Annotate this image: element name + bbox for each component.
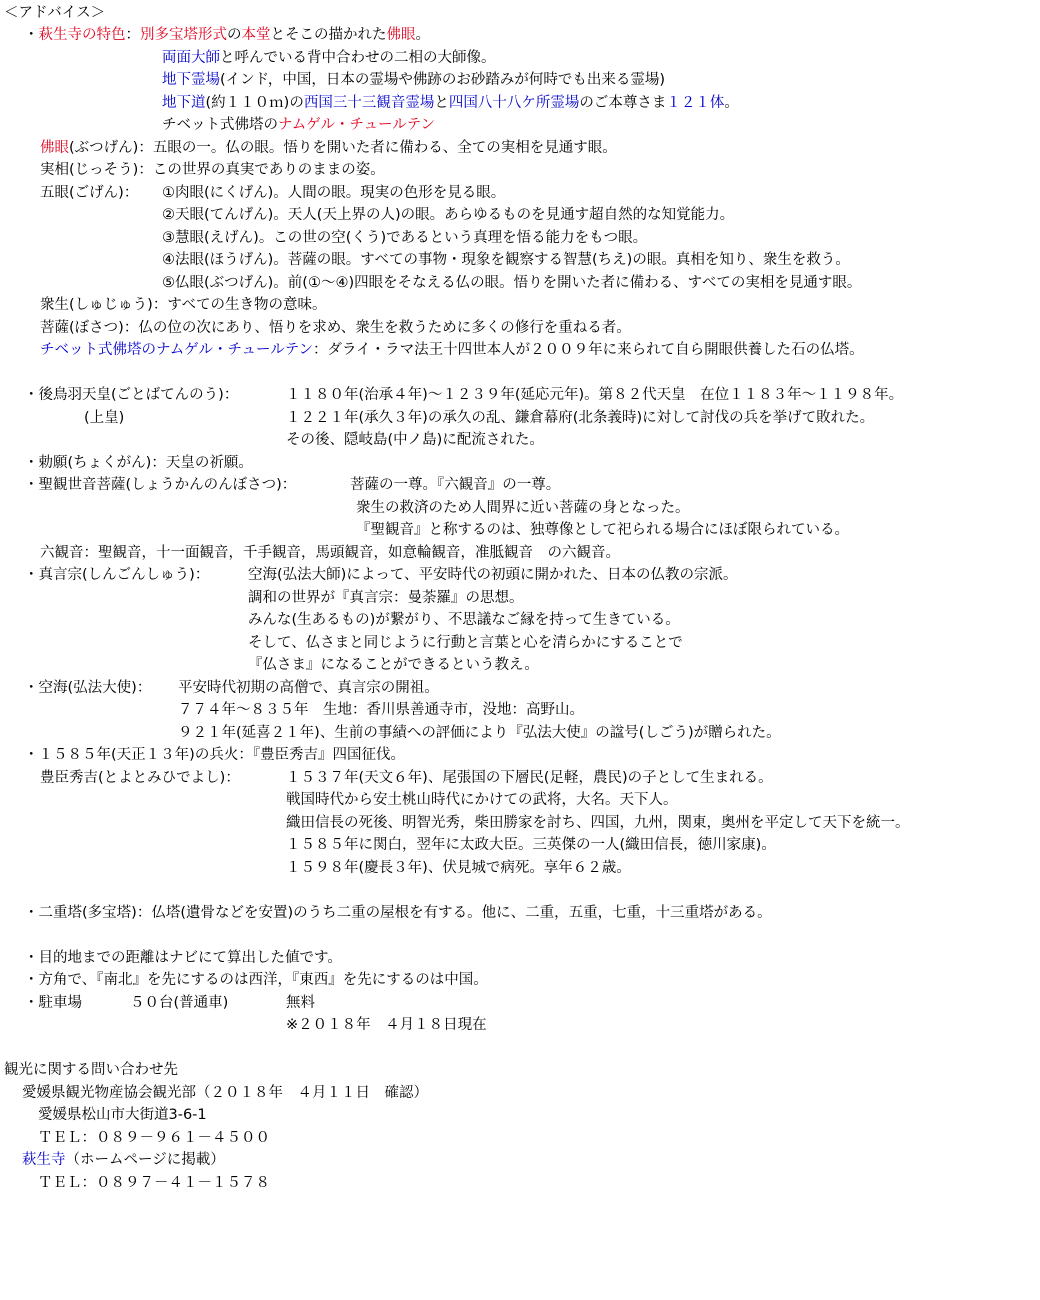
advice-heading: ＜アドバイス＞ <box>4 5 106 21</box>
direction-note: ・方角で、『南北』を先にするのは西洋，『東西』を先にするのは中国。 <box>24 972 488 988</box>
feature-line-4 <box>162 92 739 114</box>
shokanon-label: ・聖観世音菩薩(しょうかんのんぼさつ)： <box>24 477 297 493</box>
chokugan-definition: ・勅願(ちょくがん)：天皇の祈願。 <box>24 455 253 471</box>
hideyoshi-line: 織田信長の死後、明智光秀，柴田勝家を討ち、四国，九州，関東，奥州を平定して天下を統一。 <box>286 815 910 831</box>
hideyoshi-line: １５８５年に関白，翌年に太政大臣。三英傑の一人(織田信長，徳川家康)。 <box>286 837 776 853</box>
gotoba-sub: (上皇) <box>84 410 125 426</box>
feature-line-1 <box>24 24 430 46</box>
shingon-line: そして、仏さまと同じように行動と言葉と心を清らかにすることで <box>248 635 683 651</box>
temple-contact <box>22 1149 225 1171</box>
feature-term: 本堂 <box>241 27 271 43</box>
nijuto-line: ・二重塔(多宝塔)：仏塔(遺骨などを安置)のうち二重の屋根を有する。他に、二重，五重，七重，十三重塔がある。 <box>24 905 772 921</box>
gogen-item: ③慧眼(えげん)。この世の空(くう)であるという真理を悟る能力をもつ眼。 <box>162 230 648 246</box>
definition: ：ダライ・ラマ法王十四世本人が２００９年に来られて自ら開眼供養した石の仏塔。 <box>313 342 864 358</box>
gogen-item: ④法眼(ほうげん)。菩薩の眼。すべての事物・現象を観察する智慧(ちえ)の眼。真相を知り、衆生を救う。 <box>162 252 850 268</box>
parking-asof: ※２０１８年 ４月１８日現在 <box>286 1017 487 1033</box>
feature-term: １２１体 <box>666 95 725 111</box>
feature-term: 地下道 <box>162 95 206 111</box>
feature-term: 別多宝塔形式 <box>140 27 227 43</box>
jisso-definition: 実相(じっそう)：この世界の真実でありのままの姿。 <box>40 162 385 178</box>
gotoba-line: その後、隠岐島(中ノ島)に配流された。 <box>286 432 544 448</box>
kukai-line: 平安時代初期の高僧で、真言宗の開祖。 <box>178 680 439 696</box>
feature-text: と <box>434 95 449 111</box>
tibet-stupa-definition <box>40 339 864 361</box>
gotoba-line: １２２１年(承久３年)の承久の乱、鎌倉幕府(北条義時)に対して討伐の兵を挙げて敗れた。 <box>286 410 875 426</box>
feature-term: 両面大師 <box>162 50 220 66</box>
feature-text: 。 <box>724 95 739 111</box>
butsugen-definition <box>40 137 617 159</box>
feature-text: とそこの描かれた <box>270 27 387 43</box>
gogen-item: ②天眼(てんげん)。天人(天上界の人)の眼。あらゆるものを見通す超自然的な知覚能力。 <box>162 207 735 223</box>
shingon-line: 空海(弘法大師)によって、平安時代の初頭に開かれた、日本の仏教の宗派。 <box>248 567 738 583</box>
bosatsu-definition: 菩薩(ぼさつ)：仏の位の次にあり、悟りを求め、衆生を救うために多くの修行を重ねる者。 <box>40 320 631 336</box>
gotoba-label: ・後鳥羽天皇(ごとばてんのう)： <box>24 387 239 403</box>
hideyoshi-line: 戦国時代から安土桃山時代にかけての武将，大名。天下人。 <box>286 792 678 808</box>
shingon-line: 『仏さま』になることができるという教え。 <box>248 657 539 673</box>
feature-term: 四国八十八ケ所霊場 <box>448 95 580 111</box>
contact-org: 愛媛県観光物産協会観光部（２０１８年 ４月１１日 確認） <box>22 1085 428 1101</box>
shokanon-line: 『聖観音』と称するのは、独尊像として祀られる場合にほぼ限られている。 <box>356 522 849 538</box>
heika-line: ・１５８５年(天正１３年)の兵火：『豊臣秀吉』四国征伐。 <box>24 747 406 763</box>
feature-text: 。 <box>415 27 430 43</box>
hideyoshi-line: １５３７年(天文６年)、尾張国の下層民(足軽，農民)の子として生まれる。 <box>286 770 773 786</box>
shingon-line: 調和の世界が『真言宗：曼荼羅』の思想。 <box>248 590 524 606</box>
feature-text: と呼んでいる背中合わせの二相の大師像。 <box>220 50 496 66</box>
feature-term: 佛眼 <box>386 27 416 43</box>
parking-count: ５０台(普通車) <box>130 995 229 1011</box>
feature-label: 萩生寺の特色 <box>38 27 126 43</box>
contact-address: 愛媛県松山市大街道3-6-1 <box>38 1107 207 1123</box>
feature-text: (約１１０ｍ)の <box>205 95 304 111</box>
bullet: ・ <box>24 27 39 43</box>
feature-term: 地下霊場 <box>162 72 220 88</box>
feature-term: 西国三十三観音霊場 <box>303 95 435 111</box>
feature-text: (インド，中国，日本の霊場や佛跡のお砂踏みが何時でも出来る霊場) <box>220 72 666 88</box>
gogen-label: 五眼(ごげん)： <box>40 185 139 201</box>
shujo-definition: 衆生(しゅじゅう)：すべての生き物の意味。 <box>40 297 327 313</box>
feature-text: のご本尊さま <box>579 95 667 111</box>
feature-line-3 <box>162 69 665 91</box>
feature-text: チベット式佛塔の <box>162 117 278 133</box>
term: チベット式佛塔のナムゲル・チュールテン <box>40 342 314 358</box>
temple-name: 萩生寺 <box>22 1152 66 1168</box>
kukai-line: ７７４年～８３５年 生地：香川県善通寺市，没地：高野山。 <box>178 702 584 718</box>
feature-text: の <box>227 27 242 43</box>
distance-note: ・目的地までの距離はナビにて算出した値です。 <box>24 950 342 966</box>
temple-note: （ホームページに掲載） <box>65 1152 225 1168</box>
feature-term: ナムゲル・チュールテン <box>278 117 436 133</box>
gogen-item: ⑤仏眼(ぶつげん)。前(①～④)四眼をそなえる仏の眼。悟りを開いた者に備わる、すべての実相を見通す眼。 <box>162 275 862 291</box>
colon: ： <box>125 27 140 43</box>
shingon-line: みんな(生あるもの)が繋がり、不思議なご縁を持って生きている。 <box>248 612 680 628</box>
feature-line-5 <box>162 114 435 136</box>
shingon-label: ・真言宗(しんごんしゅう)： <box>24 567 210 583</box>
definition: (ぶつげん)：五眼の一。仏の眼。悟りを開いた者に備わる、全ての実相を見通す眼。 <box>69 140 617 156</box>
shokanon-line: 菩薩の一尊。『六観音』の一尊。 <box>350 477 561 493</box>
parking-fee: 無料 <box>286 995 315 1011</box>
kukai-line: ９２１年(延喜２１年)、生前の事績への評価により『弘法大使』の諡号(しごう)が贈られた。 <box>178 725 781 741</box>
contact-tel: ＴＥＬ：０８９－９６１－４５００ <box>38 1130 270 1146</box>
kukai-label: ・空海(弘法大使)： <box>24 680 152 696</box>
feature-line-2 <box>162 47 496 69</box>
hideyoshi-line: １５９８年(慶長３年)、伏見城で病死。享年６２歳。 <box>286 860 631 876</box>
term: 佛眼 <box>40 140 69 156</box>
parking-label: ・駐車場 <box>24 995 82 1011</box>
rokukanon-definition: 六観音：聖観音，十一面観音，千手観音，馬頭観音，如意輪観音，准胝観音 の六観音。 <box>40 545 620 561</box>
gogen-item: ①肉眼(にくげん)。人間の眼。現実の色形を見る眼。 <box>162 185 506 201</box>
temple-tel: ＴＥＬ：０８９７－４１－１５７８ <box>38 1175 270 1191</box>
hideyoshi-label: 豊臣秀吉(とよとみひでよし)： <box>40 770 240 786</box>
gotoba-line: １１８０年(治承４年)～１２３９年(延応元年)。第８２代天皇 在位１１８３年～１１９８年。 <box>286 387 904 403</box>
contact-heading: 観光に関する問い合わせ先 <box>4 1062 178 1078</box>
shokanon-line: 衆生の救済のため人間界に近い菩薩の身となった。 <box>356 500 690 516</box>
